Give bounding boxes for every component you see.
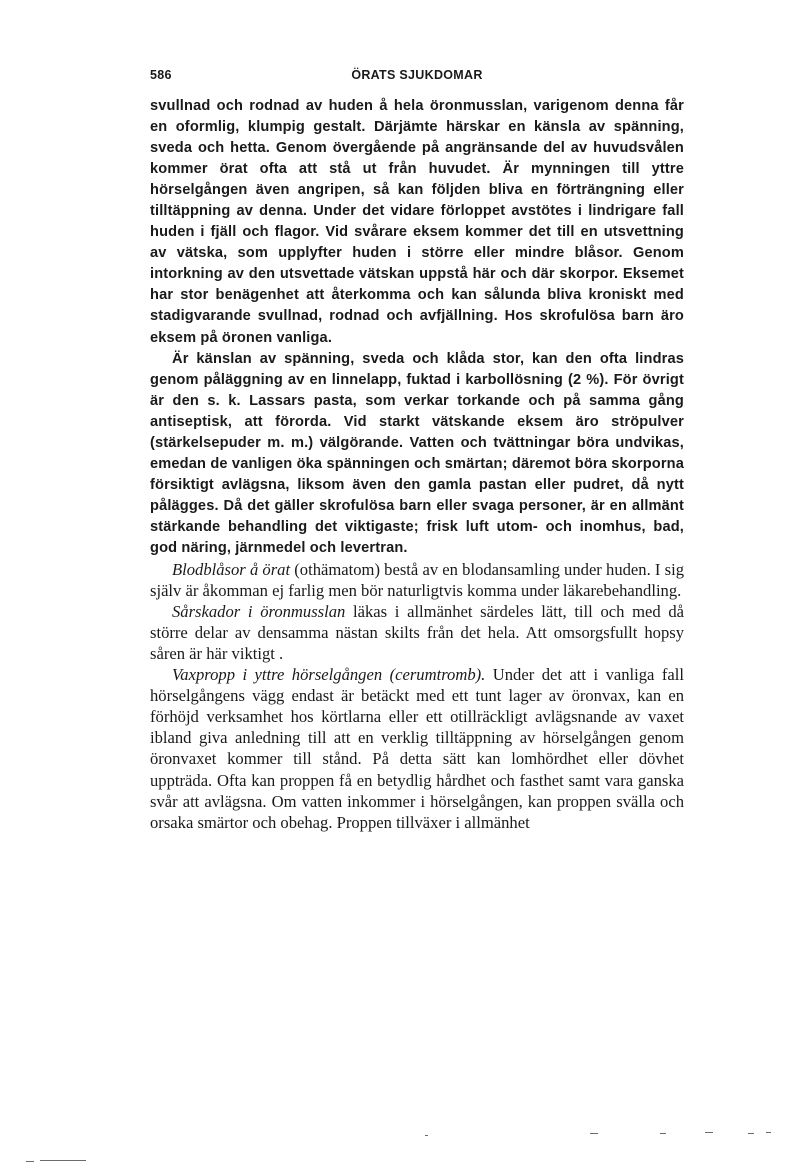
paragraph-eczema-symptoms bbox=[150, 96, 684, 349]
paragraph-wax-plug bbox=[150, 664, 684, 832]
scan-speck bbox=[425, 1135, 428, 1136]
scan-speck bbox=[40, 1160, 86, 1161]
paragraph-text: svullnad och rodnad av huden å hela öronmusslan, varigenom denna får en oformlig, klumpig gestalt. Därjämte härskar en känsla av spänning, sveda och hetta. Genom övergående på angränsande del av huvudsvålen kommer örat ofta att stå ut från huvudet. Är mynningen till yttre hörselgången även angripen, så kan följden bliva en förträngning eller tilltäppning av denna. Under det vidare förloppet avstötes i lindrigare fall huden i fjäll och flagor. Vid svårare eksem kommer det till en utsvettning av vätska, som upplyfter huden i större eller mindre blåsor. Genom intorkning av den utsvettade vätskan uppstå här och där skorpor. Eksemet har stor benägenhet att återkomma och kan sålunda bliva kroniskt med stadigvarande svullnad, rodnad och avfjällning. Hos skrofulösa barn äro eksem på öronen vanliga. bbox=[150, 98, 684, 346]
scan-speck bbox=[705, 1132, 713, 1133]
scan-speck bbox=[748, 1133, 754, 1134]
paragraph-text: läkas i allmänhet särdeles lätt, till och med då större delar av densamma nästan skilts från det hela. Att omsorgsfullt hopsy såren är här viktigt . bbox=[150, 602, 684, 664]
paragraph-blood-blisters bbox=[150, 559, 684, 601]
paragraph-wounds bbox=[150, 601, 684, 664]
page-number: 586 bbox=[150, 68, 172, 82]
book-page bbox=[150, 64, 684, 833]
paragraph-eczema-treatment bbox=[150, 349, 684, 559]
bold-section bbox=[150, 96, 684, 559]
scan-speck bbox=[766, 1132, 771, 1133]
paragraph-lead: Sårskador i öronmusslan bbox=[172, 602, 346, 622]
paragraph-text: Under det att i vanliga fall hörselgångens vägg endast är betäckt med ett tunt lager av öronvax, kan en förhöjd verksamhet hos körtlarna eller ett otillräckligt avlägsnande av vaxet ibland giva anledning till att en verklig tilltäppning av hörselgången genom öronvaxet kommer till stånd. På detta sätt kan lomhördhet eller dövhet uppträda. Ofta kan proppen få en betydlig hårdhet och fasthet samt vara ganska svår att avlägsna. Om vatten inkommer i hörselgången, kan proppen svälla och orsaka smärtor och obehag. Proppen tillväxer i allmänhet bbox=[150, 665, 684, 832]
body-text bbox=[150, 96, 684, 833]
paragraph-text: (othämatom) bestå av en blodansamling under huden. I sig själv är åkomman ej farlig men bör naturligtvis komma under läkarebehandling. bbox=[150, 560, 684, 601]
scan-specks bbox=[0, 1120, 792, 1162]
paragraph-lead: Vaxpropp i yttre hörselgången (cerumtromb). bbox=[172, 665, 486, 685]
running-title: ÖRATS SJUKDOMAR bbox=[351, 68, 483, 82]
scan-speck bbox=[660, 1133, 666, 1134]
paragraph-text: Är känslan av spänning, sveda och klåda stor, kan den ofta lindras genom påläggning av en linnelapp, fuktad i karbollösning (2 %). För övrigt är den s. k. Lassars pasta, som verkar torkande och på samma gång antiseptisk, att förorda. Vid starkt vätskande eksem äro ströpulver (stärkelsepuder m. m.) välgörande. Vatten och tvättningar böra undvikas, emedan de vanligen öka spänningen och smärtan; däremot böra skorporna försiktigt avlägsna, liksom även den gamla pastan eller pudret, då nytt pålägges. Då det gäller skrofulösa barn eller svaga personer, är en allmänt stärkande behandling det viktigaste; frisk luft utom- och inomhus, bad, god näring, järnmedel och levertran. bbox=[150, 350, 684, 556]
page-header bbox=[150, 64, 684, 86]
paragraph-lead: Blodblåsor å örat bbox=[172, 560, 291, 580]
scan-speck bbox=[590, 1133, 598, 1134]
